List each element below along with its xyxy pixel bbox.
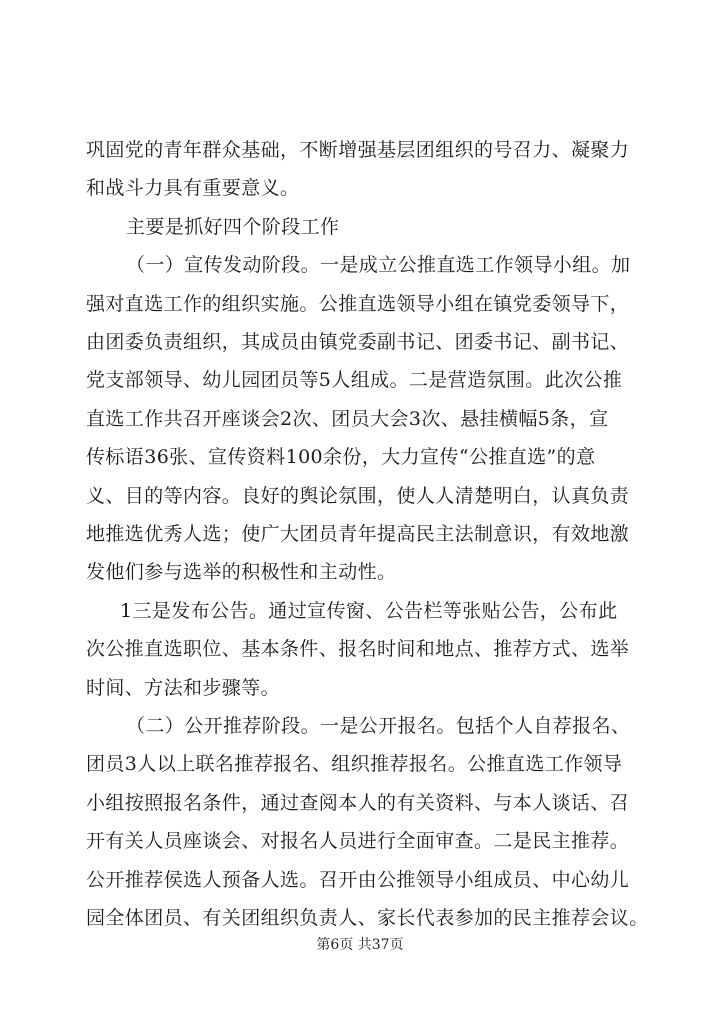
text-line: 时间、方法和步骤等。 xyxy=(86,677,281,699)
text-line: 义、目的等内容。良好的舆论氛围，使人人清楚明白，认真负责 xyxy=(86,485,630,507)
text-line: （一）宣传发动阶段。一是成立公推直选工作领导小组。加 xyxy=(126,254,631,276)
text-line: 地推选优秀人选；使广大团员青年提高民主法制意识，有效地激 xyxy=(86,523,630,545)
page-number-footer: 第6页 共37页 xyxy=(316,937,404,953)
text-line: 和战斗力具有重要意义。 xyxy=(86,177,300,199)
text-line: 小组按照报名条件，通过查阅本人的有关资料、与本人谈话、召 xyxy=(86,792,630,814)
text-line: 巩固党的青年群众基础，不断增强基层团组织的号召力、凝聚力 xyxy=(86,139,630,161)
text-line: 园全体团员、有关团组织负责人、家长代表参加的民主推荐会议。 xyxy=(86,907,649,929)
text-line: 由团委负责组织，其成员由镇党委副书记、团委书记、副书记、 xyxy=(86,331,630,353)
text-line: 团员3人以上联名推荐报名、组织推荐报名。公推直选工作领导 xyxy=(86,753,623,775)
text-line: 强对直选工作的组织实施。公推直选领导小组在镇党委领导下， xyxy=(86,293,630,315)
text-line: 传标语36张、宣传资料100余份，大力宣传“公推直选”的意 xyxy=(86,446,596,468)
text-line: 公开推荐侯选人预备人选。召开由公推领导小组成员、中心幼儿 xyxy=(86,869,630,891)
text-line: （二）公开推荐阶段。一是公开报名。包括个人自荐报名、 xyxy=(126,715,631,737)
text-line: 党支部领导、幼儿园团员等5人组成。二是营造氛围。此次公推 xyxy=(86,369,623,391)
text-line: 开有关人员座谈会、对报名人员进行全面审查。二是民主推荐。 xyxy=(86,830,630,852)
section-heading: 主要是抓好四个阶段工作 xyxy=(126,216,340,238)
text-line: 次公推直选职位、基本条件、报名时间和地点、推荐方式、选举 xyxy=(86,638,630,660)
text-line: 直选工作共召开座谈会2次、团员大会3次、悬挂横幅5条，宣 xyxy=(86,408,609,430)
text-line: 1三是发布公告。通过宣传窗、公告栏等张贴公告，公布此 xyxy=(120,600,618,622)
text-line: 发他们参与选举的积极性和主动性。 xyxy=(86,561,397,583)
